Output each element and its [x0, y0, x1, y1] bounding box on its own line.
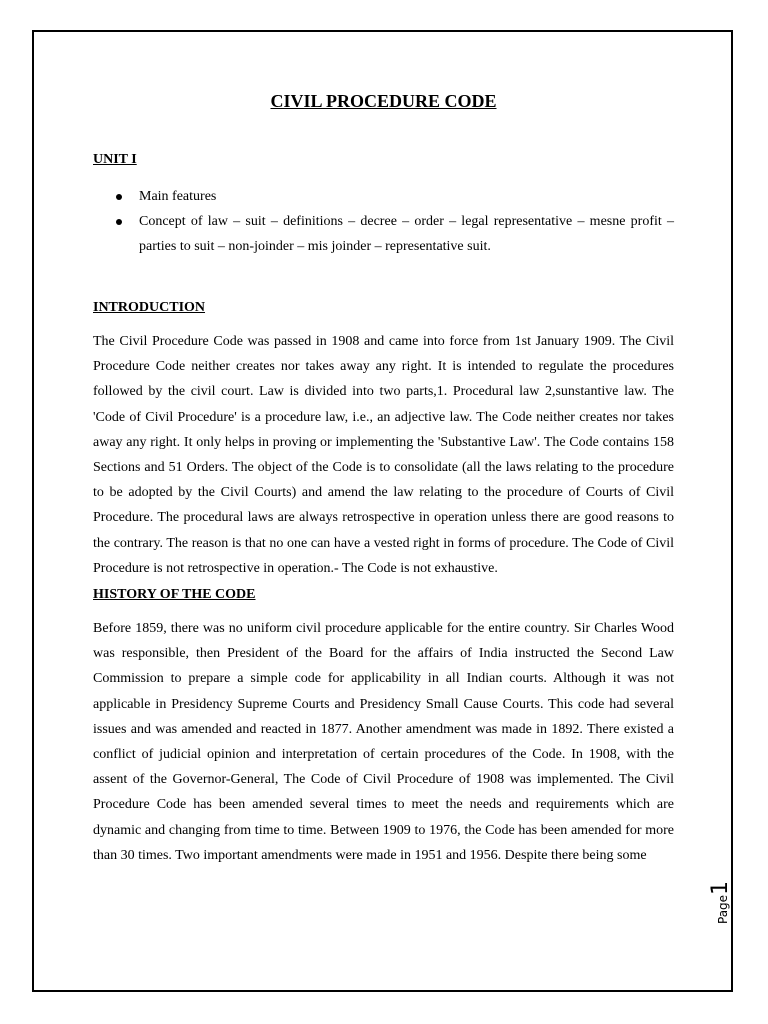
page-number-footer	[708, 876, 738, 924]
list-item	[93, 184, 674, 209]
list-item	[93, 209, 674, 259]
history-heading: HISTORY OF THE CODE	[93, 587, 256, 603]
list-item-text: Concept of law – suit – definitions – decree – order – legal representative – mesne profit – parties to suit – non-joinder – mis joinder – representative suit.	[139, 214, 674, 254]
document-title: CIVIL PROCEDURE CODE	[270, 91, 497, 111]
history-paragraph: Before 1859, there was no uniform civil procedure applicable for the entire country. Sir Charles Wood was responsible, then President of the Board for the affairs of India instructed the Second Law Commission to prepare a simple code for applicability in all Indian courts. Although it was not applicable in Presidency Supreme Courts and Presidency Small Cause Courts. This code had several issues and was amended and reacted in 1877. Another amendment was made in 1892. There existed a conflict of judicial opinion and interpretation of certain procedures of the Code. In 1908, with the assent of the Governor-General, The Code of Civil Procedure of 1908 was implemented. The Civil Procedure Code has been amended several times to meet the needs and requirements which are dynamic and changing from time to time. Between 1909 to 1976, the Code has been amended for more than 30 times. Two important amendments were made in 1951 and 1956. Despite there being some	[93, 621, 674, 863]
page-number: 1	[708, 880, 733, 895]
page-label: Page	[716, 894, 730, 924]
unit-heading: UNIT I	[93, 152, 137, 167]
list-item-text: Main features	[139, 189, 217, 204]
topic-list	[93, 184, 674, 259]
bullet-icon	[116, 219, 122, 225]
introduction-heading: INTRODUCTION	[93, 300, 206, 315]
introduction-paragraph: The Civil Procedure Code was passed in 1908 and came into force from 1st January 1909. The Civil Procedure Code neither creates nor takes away any right. It is intended to regulate the procedures followed by the civil court. Law is divided into two parts,1. Procedural law 2,sunstantive law. The 'Code of Civil Procedure' is a procedure law, i.e., an adjective law. The Code neither creates nor takes away any right. It only helps in proving or implementing the 'Substantive Law'. The Code contains 158 Sections and 51 Orders. The object of the Code is to consolidate (all the laws relating to the procedure to be adopted by the Civil Courts) and amend the law relating to the procedure of Courts of Civil Procedure. The procedural laws are always retrospective in operation unless there are good reasons to the contrary. The reason is that no one can have a vested right in forms of procedure. The Code of Civil Procedure is not retrospective in operation.- The Code is not exhaustive.	[93, 334, 674, 576]
bullet-icon	[116, 194, 122, 200]
document-body	[93, 84, 674, 868]
